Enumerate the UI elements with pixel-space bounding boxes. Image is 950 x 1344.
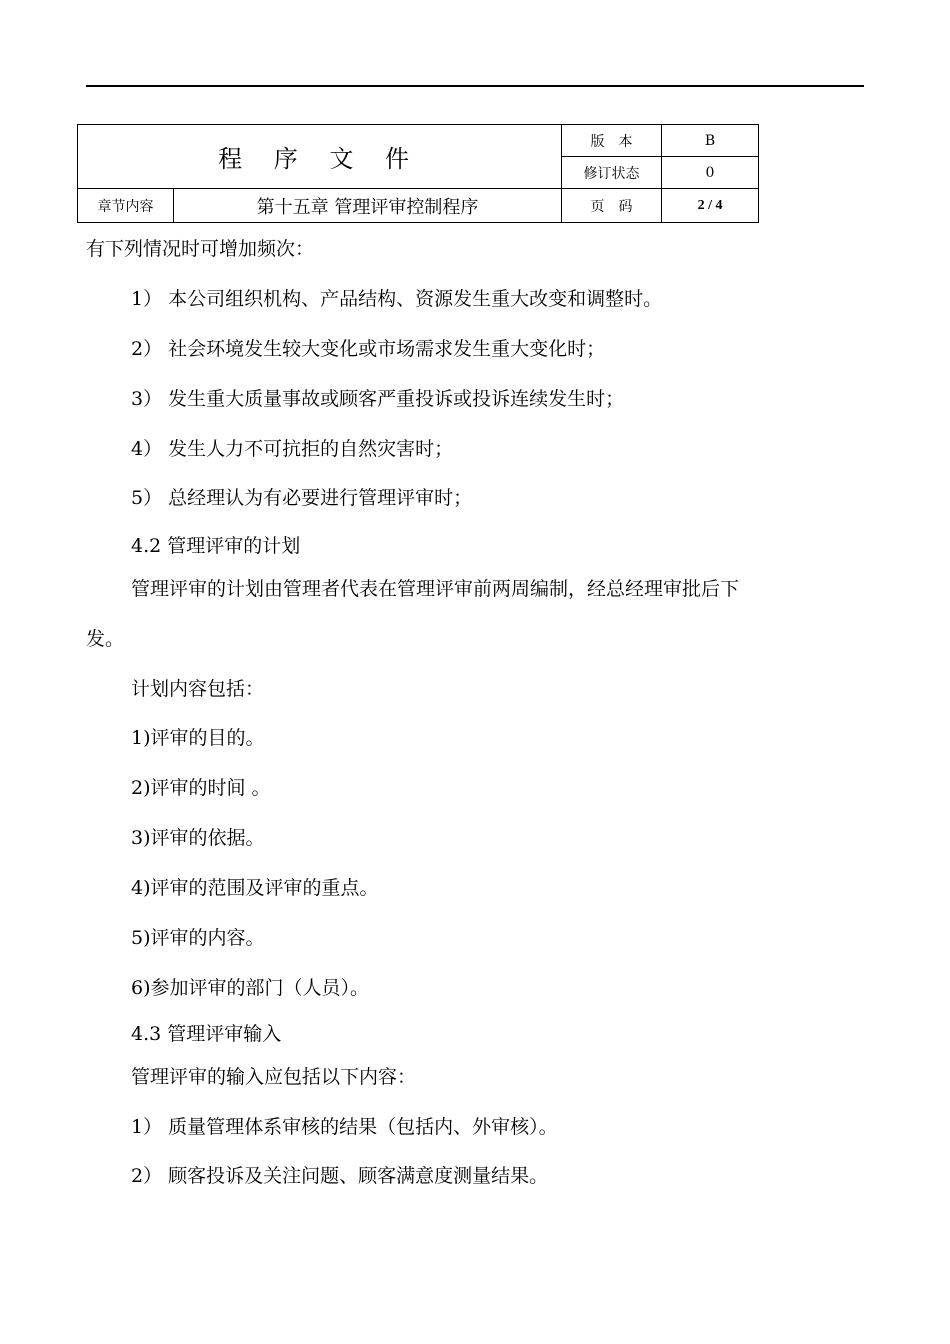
list-item: 6)参加评审的部门（人员）。 (131, 977, 370, 999)
header-rule (86, 85, 864, 87)
list-item: 3)评审的依据。 (131, 827, 265, 849)
version-label: 版 本 (562, 125, 662, 157)
page-number: 2 / 4 (662, 189, 759, 223)
list-item: 2)评审的时间 。 (131, 777, 271, 799)
revision-value: 0 (662, 157, 759, 189)
paragraph-line: 发。 (86, 628, 125, 650)
section-heading: 4.2 管理评审的计划 (131, 535, 301, 557)
list-item: 1） 质量管理体系审核的结果（包括内、外审核）。 (131, 1116, 558, 1138)
section-value: 第十五章 管理评审控制程序 (174, 189, 562, 223)
paragraph-line: 管理评审的计划由管理者代表在管理评审前两周编制，经总经理审批后下 (131, 578, 740, 600)
list-item: 2） 顾客投诉及关注问题、顾客满意度测量结果。 (131, 1165, 549, 1187)
list-item: 5） 总经理认为有必要进行管理评审时； (131, 487, 473, 509)
revision-label: 修订状态 (562, 157, 662, 189)
version-value: B (662, 125, 759, 157)
list-item: 1)评审的目的。 (131, 727, 265, 749)
section-heading: 4.3 管理评审输入 (131, 1023, 282, 1045)
page-label: 页 码 (562, 189, 662, 223)
section-label: 章节内容 (78, 189, 174, 223)
list-item: 4） 发生人力不可抗拒的自然灾害时； (131, 438, 454, 460)
paragraph-line: 计划内容包括： (131, 678, 265, 700)
document-header-table (77, 124, 759, 223)
list-item: 2） 社会环境发生较大变化或市场需求发生重大变化时； (131, 338, 606, 360)
intro-line: 有下列情况时可增加频次： (86, 238, 315, 260)
list-item: 1） 本公司组织机构、产品结构、资源发生重大改变和调整时。 (131, 288, 663, 310)
paragraph-line: 管理评审的输入应包括以下内容： (131, 1066, 417, 1088)
list-item: 3） 发生重大质量事故或顾客严重投诉或投诉连续发生时； (131, 388, 625, 410)
list-item: 4)评审的范围及评审的重点。 (131, 877, 379, 899)
list-item: 5)评审的内容。 (131, 927, 265, 949)
doc-type-title: 程 序 文 件 (78, 125, 562, 189)
